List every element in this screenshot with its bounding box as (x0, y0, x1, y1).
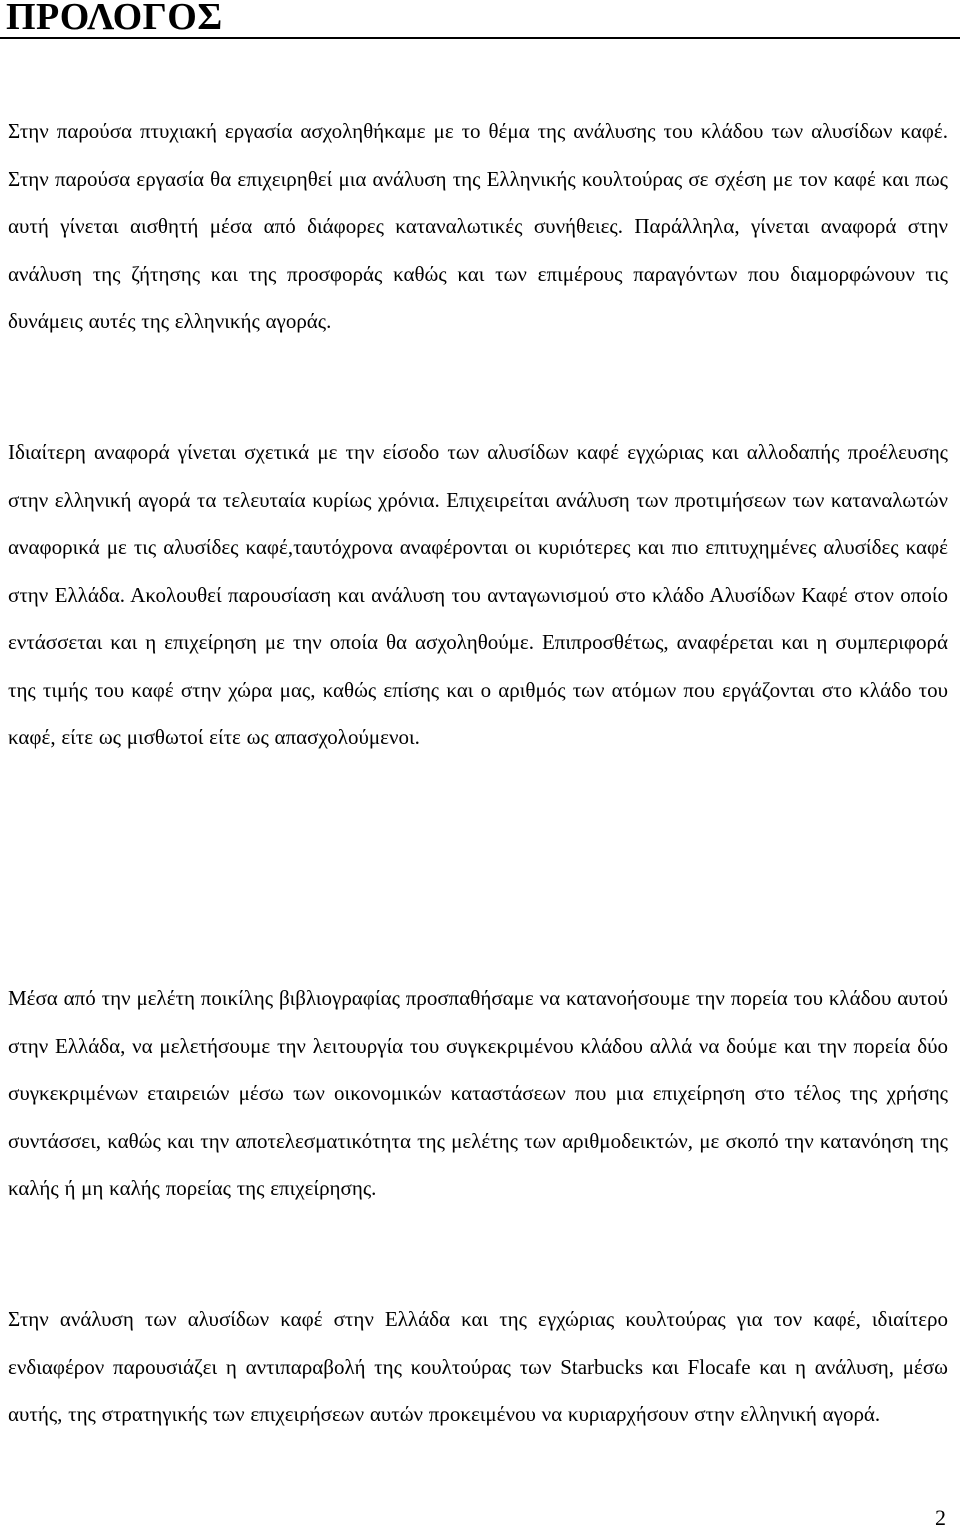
paragraph-2: Ιδιαίτερη αναφορά γίνεται σχετικά με την είσοδο των αλυσίδων καφέ εγχώριας και αλλοδαπής προέλευσης στην ελληνική αγορά τα τελευταία κυρίως χρόνια. Επιχειρείται ανάλυση των προτιμήσεων των καταναλωτών αναφορικά με τις αλυσίδες καφέ,ταυτόχρονα αναφέρονται οι κυριότερες και πιο επιτυχημένες αλυσίδες καφέ στην Ελλάδα. Ακολουθεί παρουσίαση και ανάλυση του ανταγωνισμού στο κλάδο Αλυσίδων Καφέ στον οποίο εντάσσεται και η επιχείρηση με την οποία θα ασχοληθούμε. Επιπροσθέτως, αναφέρεται και η συμπεριφορά της τιμής του καφέ στην χώρα μας, καθώς επίσης και ο αριθμός των ατόμων που εργάζονται στο κλάδο του καφέ, είτε ως μισθωτοί είτε ως απασχολούμενοι. (8, 440, 948, 749)
page-title: ΠΡΟΛΟΓΟΣ (6, 0, 223, 38)
paragraph-3: Μέσα από την μελέτη ποικίλης βιβλιογραφίας προσπαθήσαμε να κατανοήσουμε την πορεία του κλάδου αυτού στην Ελλάδα, να μελετήσουμε την λειτουργία του συγκεκριμένου κλάδου αλλά να δούμε και την πορεία δύο συγκεκριμένων εταιρειών μέσω των οικονομικών καταστάσεων που μια επιχείρηση στο τέλος της χρήσης συντάσσει, καθώς και την αποτελεσματικότητα της μελέτης των αριθμοδεικτών, με σκοπό την κατανόηση της καλής ή μη καλής πορείας της επιχείρησης. (8, 986, 948, 1200)
paragraph-4: Στην ανάλυση των αλυσίδων καφέ στην Ελλάδα και της εγχώριας κουλτούρας για τον καφέ, ιδιαίτερο ενδιαφέρον παρουσιάζει η αντιπαραβολή της κουλτούρας των Starbucks και Flocafe και η ανάλυση, μέσω αυτής, της στρατηγικής των επιχειρήσεων αυτών προκειμένου να κυριαρχήσουν στην ελληνική αγορά. (8, 1307, 948, 1426)
page-number: 2 (935, 1505, 946, 1530)
paragraph-1: Στην παρούσα πτυχιακή εργασία ασχοληθήκαμε με το θέμα της ανάλυσης του κλάδου των αλυσίδων καφέ. Στην παρούσα εργασία θα επιχειρηθεί μια ανάλυση της Ελληνικής κουλτούρας σε σχέση με τον καφέ και πως αυτή γίνεται αισθητή μέσα από διάφορες καταναλωτικές συνήθειες. Παράλληλα, γίνεται αναφορά στην ανάλυση της ζήτησης και της προσφοράς καθώς και των επιμέρους παραγόντων που διαμορφώνουν τις δυνάμεις αυτές της ελληνικής αγοράς. (8, 119, 948, 333)
title-underline (0, 37, 960, 39)
